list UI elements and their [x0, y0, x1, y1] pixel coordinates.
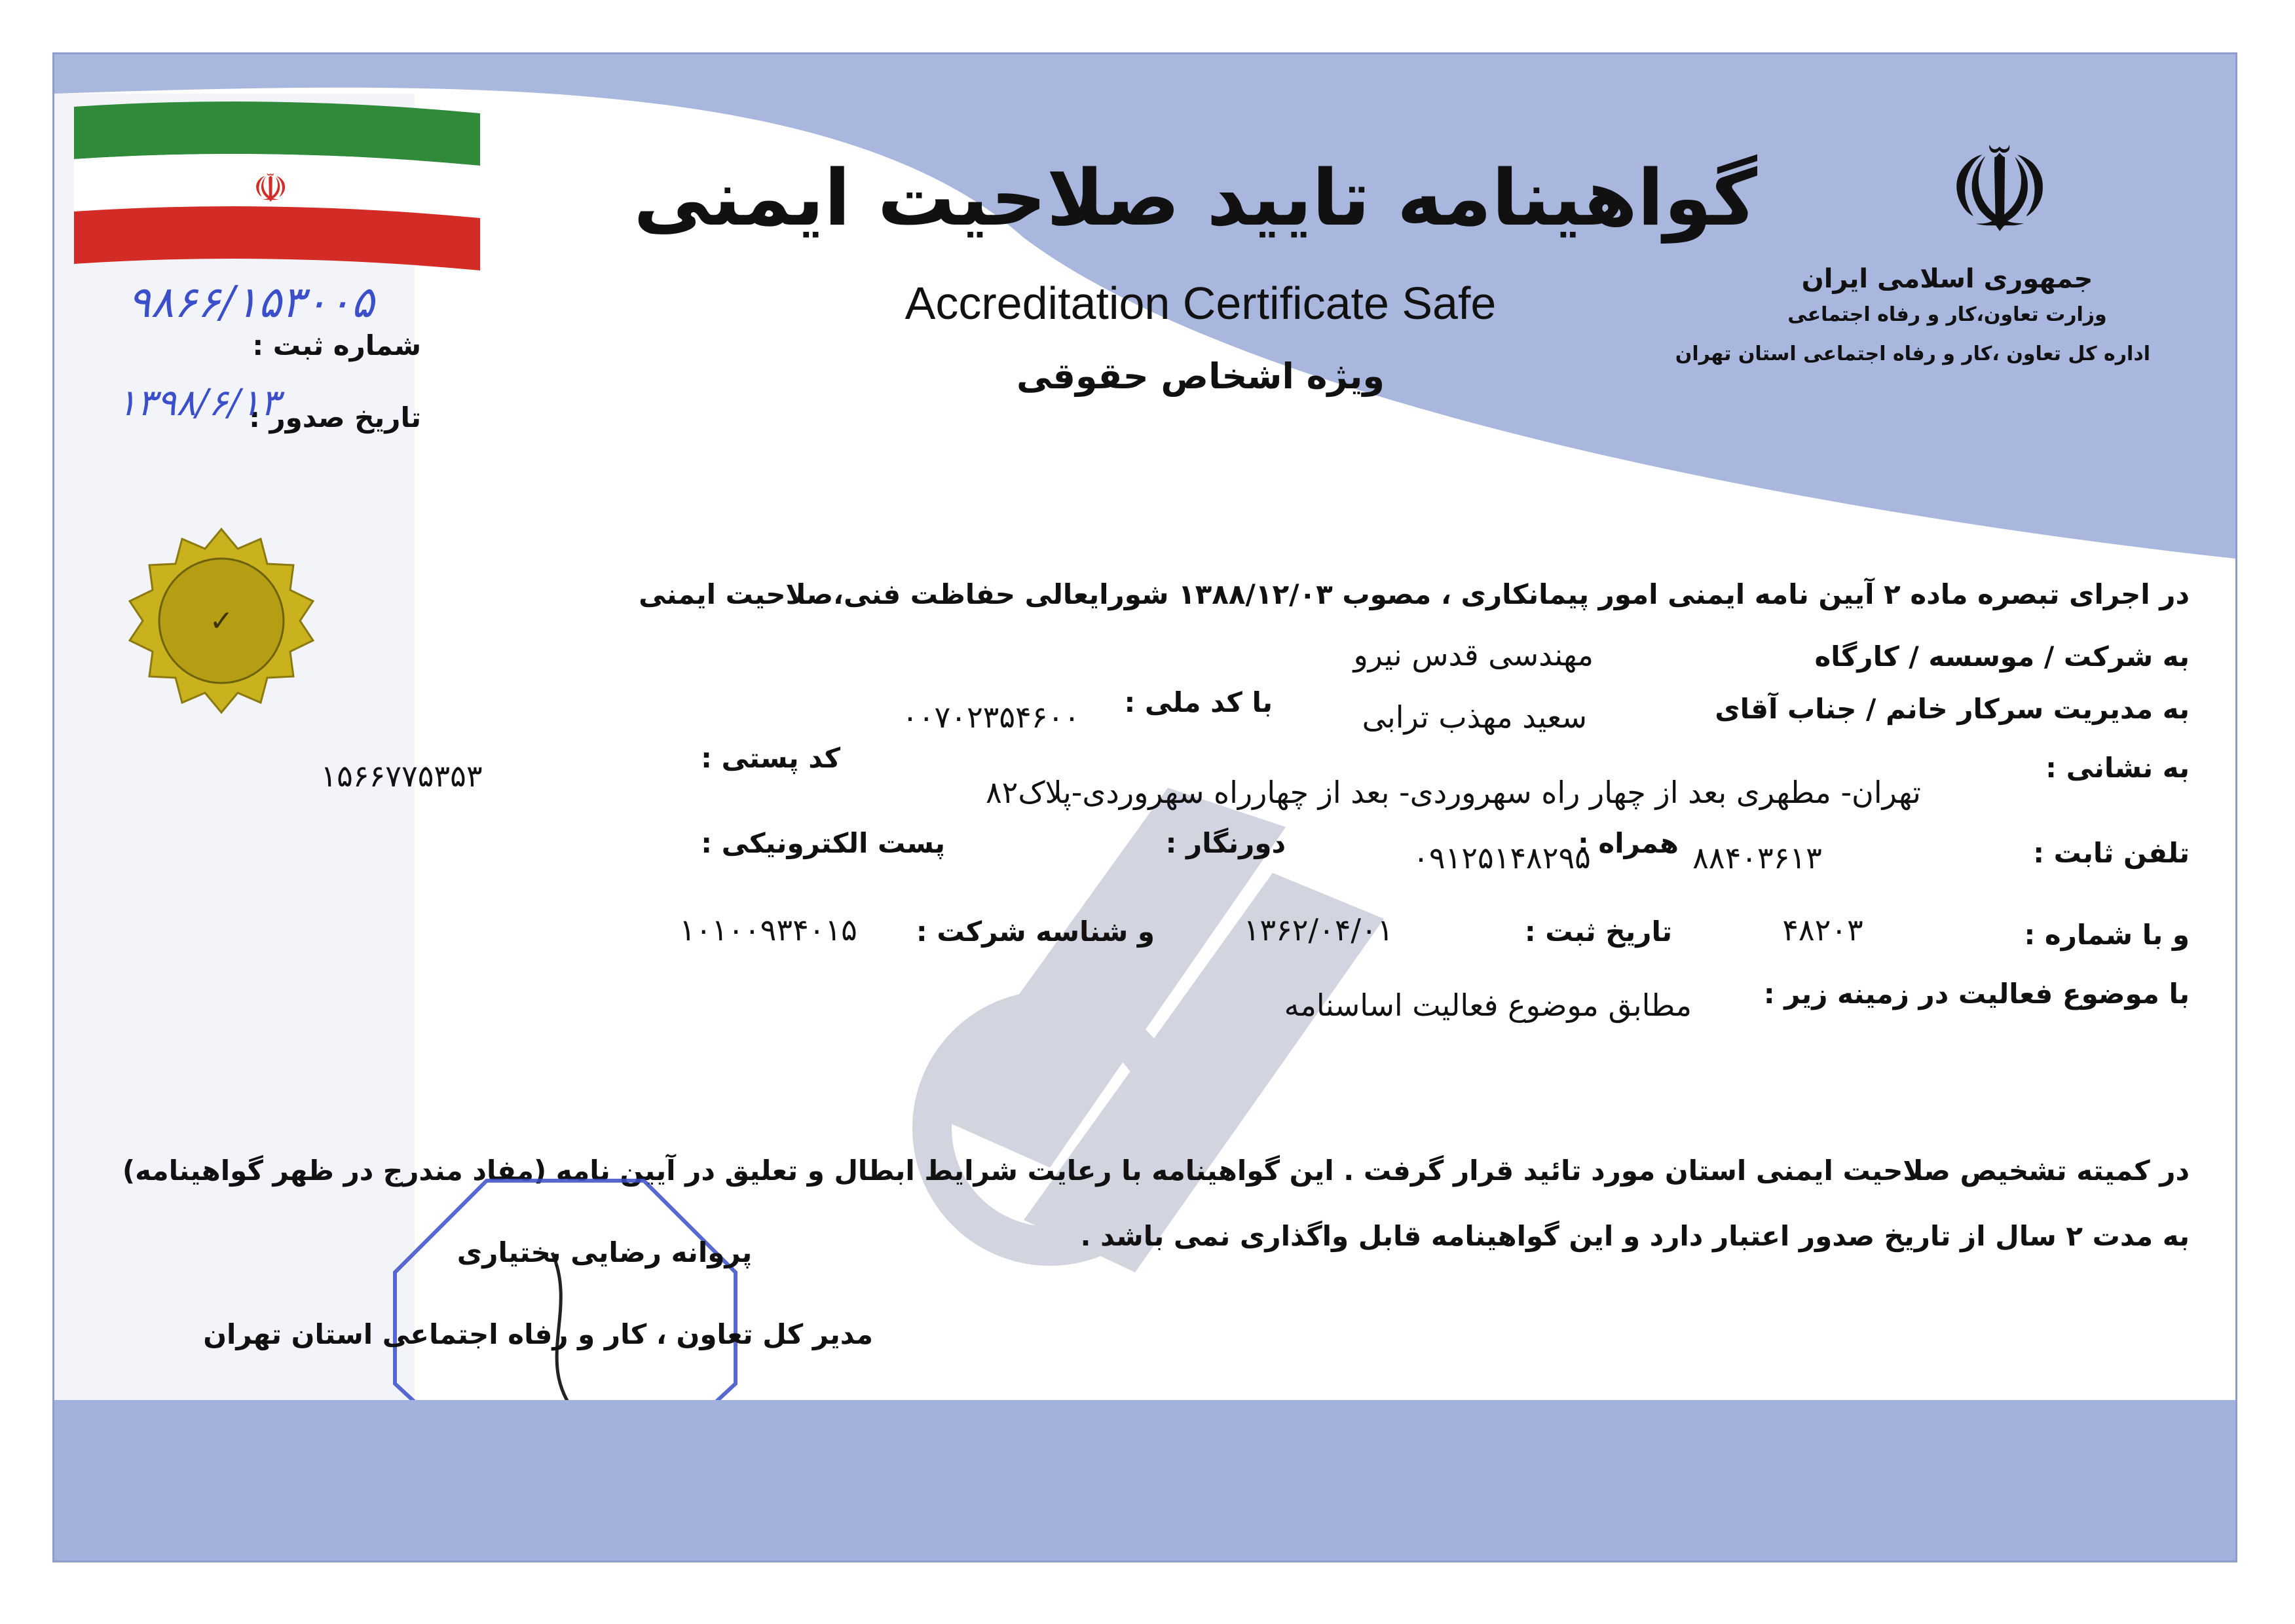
address-value: تهران- مطهری بعد از چهار راه سهروردی- بعد از چهارراه سهروردی-پلاک۸۲ [985, 775, 1921, 810]
postal-code-label: کد پستی : [701, 742, 840, 774]
svg-text:☫: ☫ [1947, 122, 2053, 259]
phone-label: تلفن ثابت : [2033, 837, 2190, 869]
registration-number-value: ۹۸۶۶/۱۵۳۰۰۵ [127, 277, 375, 327]
national-id-value: ۰۰۷۰۲۳۵۴۶۰۰ [902, 699, 1080, 735]
reg-number-value: ۴۸۲۰۳ [1782, 912, 1863, 948]
company-id-value: ۱۰۱۰۰۹۳۴۰۱۵ [679, 912, 857, 948]
signatory-title: مدیر کل تعاون ، کار و رفاه اجتماعی استان تهران [203, 1318, 873, 1350]
company-id-label: و شناسه شرکت : [916, 915, 1155, 948]
certificate-frame [52, 52, 2237, 1562]
activity-value: مطابق موضوع فعالیت اساسنامه [1284, 987, 1692, 1023]
certificate-subtitle: ویژه اشخاص حقوقی [1017, 356, 1385, 397]
email-label: پست الکترونیکی : [701, 827, 945, 859]
reg-number-label: و با شماره : [2024, 919, 2190, 951]
certificate-title-fa: گواهینامه تایید صلاحیت ایمنی [633, 153, 1757, 243]
reg-date-label: تاریخ ثبت : [1524, 915, 1672, 948]
issuer-country: جمهوری اسلامی ایران [1801, 264, 2093, 294]
company-name: مهندسی قدس نیرو [1353, 637, 1594, 673]
svg-text:☫: ☫ [253, 166, 288, 212]
footer-band [54, 1400, 2235, 1560]
iran-flag [74, 100, 480, 270]
reg-date-value: ۱۳۶۲/۰۴/۰۱ [1243, 912, 1394, 948]
company-label: به شرکت / موسسه / کارگاه [1814, 640, 2190, 673]
address-label: به نشانی : [2045, 752, 2190, 784]
registration-number-label: شماره ثبت : [252, 329, 421, 361]
manager-label: به مدیریت سرکار خانم / جناب آقای [1715, 693, 2190, 725]
issuer-office: اداره کل تعاون ،کار و رفاه اجتماعی استان تهران [1675, 342, 2150, 365]
signatory-name: پروانه رضایی بختیاری [457, 1236, 753, 1268]
issue-date-value: ۱۳۹۸/۶/۱۳ [117, 382, 280, 424]
phone-value: ۸۸۴۰۳۶۱۳ [1692, 840, 1822, 876]
fax-label: دورنگار : [1165, 827, 1286, 859]
body-line-1: در کمیته تشخیص صلاحیت ایمنی استان مورد تائید قرار گرفت . این گواهینامه با رعایت شرایط ابطال و تعلیق در آیین نامه (مفاد مندرج در ظهر گواهینامه) [122, 1154, 2190, 1187]
body-line-2: به مدت ۲ سال از تاریخ صدور اعتبار دارد و این گواهینامه قابل واگذاری نمی باشد . [1080, 1220, 2190, 1252]
svg-text:✓: ✓ [209, 604, 234, 638]
gold-seal-icon [126, 526, 316, 716]
preamble-text: در اجرای تبصره ماده ۲ آیین نامه ایمنی امور پیمانکاری ، مصوب ۱۳۸۸/۱۲/۰۳ شورایعالی حفاظت فنی،صلاحیت ایمنی [639, 578, 2190, 610]
activity-label: با موضوع فعالیت در زمینه زیر : [1763, 978, 2190, 1010]
issue-date-label: تاریخ صدور : [249, 401, 421, 434]
manager-name: سعید مهذب ترابی [1362, 699, 1587, 735]
postal-code-value: ۱۵۶۶۷۷۵۳۵۳ [320, 758, 483, 794]
mobile-label: همراه : [1577, 827, 1679, 859]
national-id-label: با کد ملی : [1124, 686, 1273, 718]
iran-emblem-icon [1928, 120, 2072, 264]
mobile-value: ۰۹۱۲۵۱۴۸۲۹۵ [1413, 840, 1591, 876]
issuer-ministry: وزارت تعاون،کار و رفاه اجتماعی [1787, 303, 2107, 326]
certificate-title-en: Accreditation Certificate Safe [905, 278, 1497, 329]
